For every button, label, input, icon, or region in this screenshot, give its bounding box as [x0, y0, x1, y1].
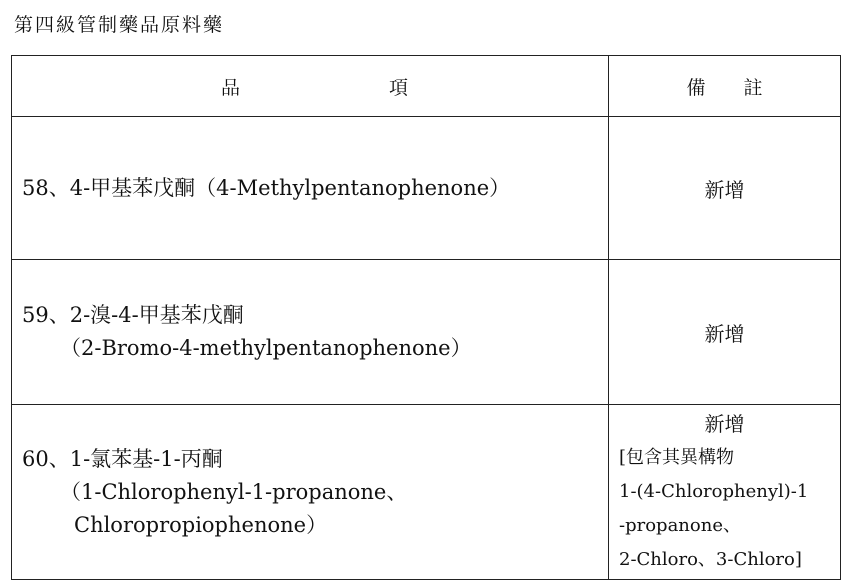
header-note: [609, 56, 841, 117]
item-line: 60、1-氯苯基-1-丙酮: [22, 446, 223, 471]
item-cell: [12, 117, 609, 260]
item-line: 59、2-溴-4-甲基苯戊酮: [22, 303, 244, 327]
header-note-char1: 備: [686, 76, 706, 99]
note-line: 新增: [704, 412, 745, 436]
note-line: 新增: [704, 321, 745, 346]
note-line: 1-(4-Chlorophenyl)-1: [619, 481, 809, 502]
header-item: [12, 56, 609, 117]
item-line: Chloropropiophenone）: [74, 512, 328, 537]
note-line: [包含其異構物: [619, 447, 735, 468]
table-row: [12, 117, 841, 260]
note-line: 新增: [704, 177, 745, 202]
item-line: （2-Bromo-4-methylpentanophenone）: [60, 336, 472, 360]
table-row: [12, 405, 841, 580]
item-cell: [12, 260, 609, 405]
header-item-char2: 項: [389, 76, 409, 99]
table-header-row: [12, 56, 841, 117]
note-line: 2-Chloro、3-Chloro]: [619, 549, 802, 570]
note-cell: [609, 117, 841, 260]
note-line: -propanone、: [619, 515, 741, 536]
item-cell: [12, 405, 609, 580]
note-cell: [609, 260, 841, 405]
table-row: [12, 260, 841, 405]
document-title: 第四級管制藥品原料藥: [14, 14, 225, 36]
item-line: （1-Chlorophenyl-1-propanone、: [60, 479, 408, 504]
note-cell: [609, 405, 841, 580]
item-line: 58、4-甲基苯戊酮（4-Methylpentanophenone）: [22, 175, 511, 200]
header-note-char2: 註: [743, 76, 763, 99]
header-item-char1: 品: [221, 76, 241, 99]
controlled-drug-table: [11, 55, 841, 580]
